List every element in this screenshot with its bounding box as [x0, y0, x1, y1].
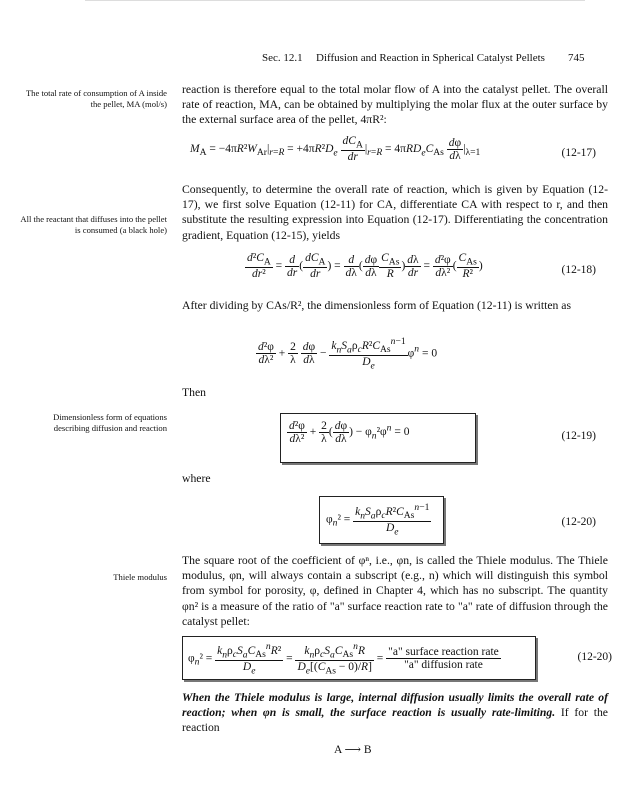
paragraph-3: After dividing by CAs/R², the dimensionless form of Equation (12-11) is written as [182, 299, 572, 312]
sidenote-black-hole: All the reactant that diffuses into the pellet is consumed (a black hole) [20, 214, 167, 235]
eq-number-20b: (12-20) [577, 651, 612, 663]
ratio-denominator: "a" diffusion rate [404, 659, 483, 672]
running-title: Diffusion and Reaction in Spherical Catalyst Pellets [316, 52, 545, 64]
where-label: where [182, 472, 211, 485]
reaction-equation: A ⟶ B [334, 744, 372, 756]
page-number: 745 [568, 52, 585, 64]
equation-12-20: $\varphi_n^2$ = $\frac{k_nS_a\rho_cR^2C_{As}^{n-1}}{D_e}$ [326, 502, 430, 538]
eq-number-19: (12-19) [561, 430, 596, 442]
sidenote-dimensionless: Dimensionless form of equations describing diffusion and reaction [53, 412, 167, 433]
eq-number-18: (12-18) [561, 264, 596, 276]
equation-12-17: $M_A = -4\pi R^2W_{Ar}|_{r=R} = +4\pi R^2D_e$ $\frac{dC_A}{dr}$ $|_{r=R} = 4\pi RD_eC_{As}$ $\frac{d\varphi}{d\lambda}$ $|_{\lambda=1}$ [190, 135, 481, 164]
paragraph-2: Consequently, to determine the overall rate of reaction, which is given by Equation (12-17), we first solve Equation (12-11) for CA, differentiate CA with respect to r, and then substitute the resulting expression into Equation (12-17). Differentiating the concentration gradient, Equation (12-15), yields [182, 183, 608, 242]
equation-ratio: $\varphi_n^2$ = $\frac{k_n\rho_cS_aC_{As}^nR^2}{D_e}$ = $\frac{k_n\rho_cS_aC_{As}^nR}{D_e[(C_{As} - 0)/R]}$ = $\frac{\text{"a" surface reaction rate}}{\text{"a" diffusion rate}}$ [188, 641, 499, 677]
then-label: Then [182, 386, 207, 399]
paragraph-4: The square root of the coefficient of φⁿ, i.e., φn, is called the Thiele modulus. The Thiele modulus, φn, will always contain a subscript (e.g., n) which will distinguish this symbol from symbol for porosity, φ, defined in Chapter 4, which has no subscript. The quantity φn² is a measure of the ratio of "a" surface reaction rate to "a" rate of diffusion through the catalyst pellet: [182, 554, 608, 628]
paragraph-1: reaction is therefore equal to the total molar flow of A into the catalyst pellet. The overall rate of reaction, MA, can be obtained by multiplying the molar flux at the outer surface by the external surface area of the pellet, 4πR²: [182, 83, 608, 127]
eq-number-17: (12-17) [561, 147, 596, 159]
section-label: Sec. 12.1 [262, 52, 303, 64]
eq-number-20: (12-20) [561, 516, 596, 528]
sidenote-thiele: Thiele modulus [113, 572, 167, 582]
equation-12-18: $\frac{d^2C_A}{\text{dr²}}$ = $\frac{d}{dr}$ ( $\frac{dC_A}{dr}$ ) = $\frac{d}{d\lambda}$ ( $\frac{d\varphi}{d\lambda}$ $\frac{C_{As}}{R}$ ) $\frac{d\lambda}{dr}$ = $\frac{\text{d²φ}}{\text{dλ²}}$ ( $\frac{C_{As}}{\text{R²}}$ ) [247, 252, 483, 281]
paragraph-5-emphasis: When the Thiele modulus is large, internal diffusion usually limits the overall rate of reaction; when φn is small, the surface reaction is usually rate-limiting. [182, 691, 608, 720]
ratio-numerator: "a" surface reaction rate [388, 646, 499, 659]
equation-dimensionless: $\frac{\text{d²φ}}{\text{dλ²}}$ + $\frac{2}{\lambda}$ $\frac{d\varphi}{d\lambda}$ − $\frac{k_nS_a\rho_cR^2C_{As}^{n-1}}{D_e}$ $\varphi^n = 0$ [258, 336, 438, 372]
paragraph-5-rest: If for the reaction [182, 706, 608, 735]
top-rule [85, 0, 585, 1]
equation-12-19: $\frac{\text{d²φ}}{\text{dλ²}}$ + $\frac{2}{\lambda}$ ( $\frac{d\varphi}{d\lambda}$ ) − $\varphi_n^2\varphi^n = 0$ [289, 420, 410, 445]
paragraph-5 [182, 690, 608, 736]
sidenote-total-rate: The total rate of consumption of A inside the pellet, MA (mol/s) [25, 88, 167, 109]
